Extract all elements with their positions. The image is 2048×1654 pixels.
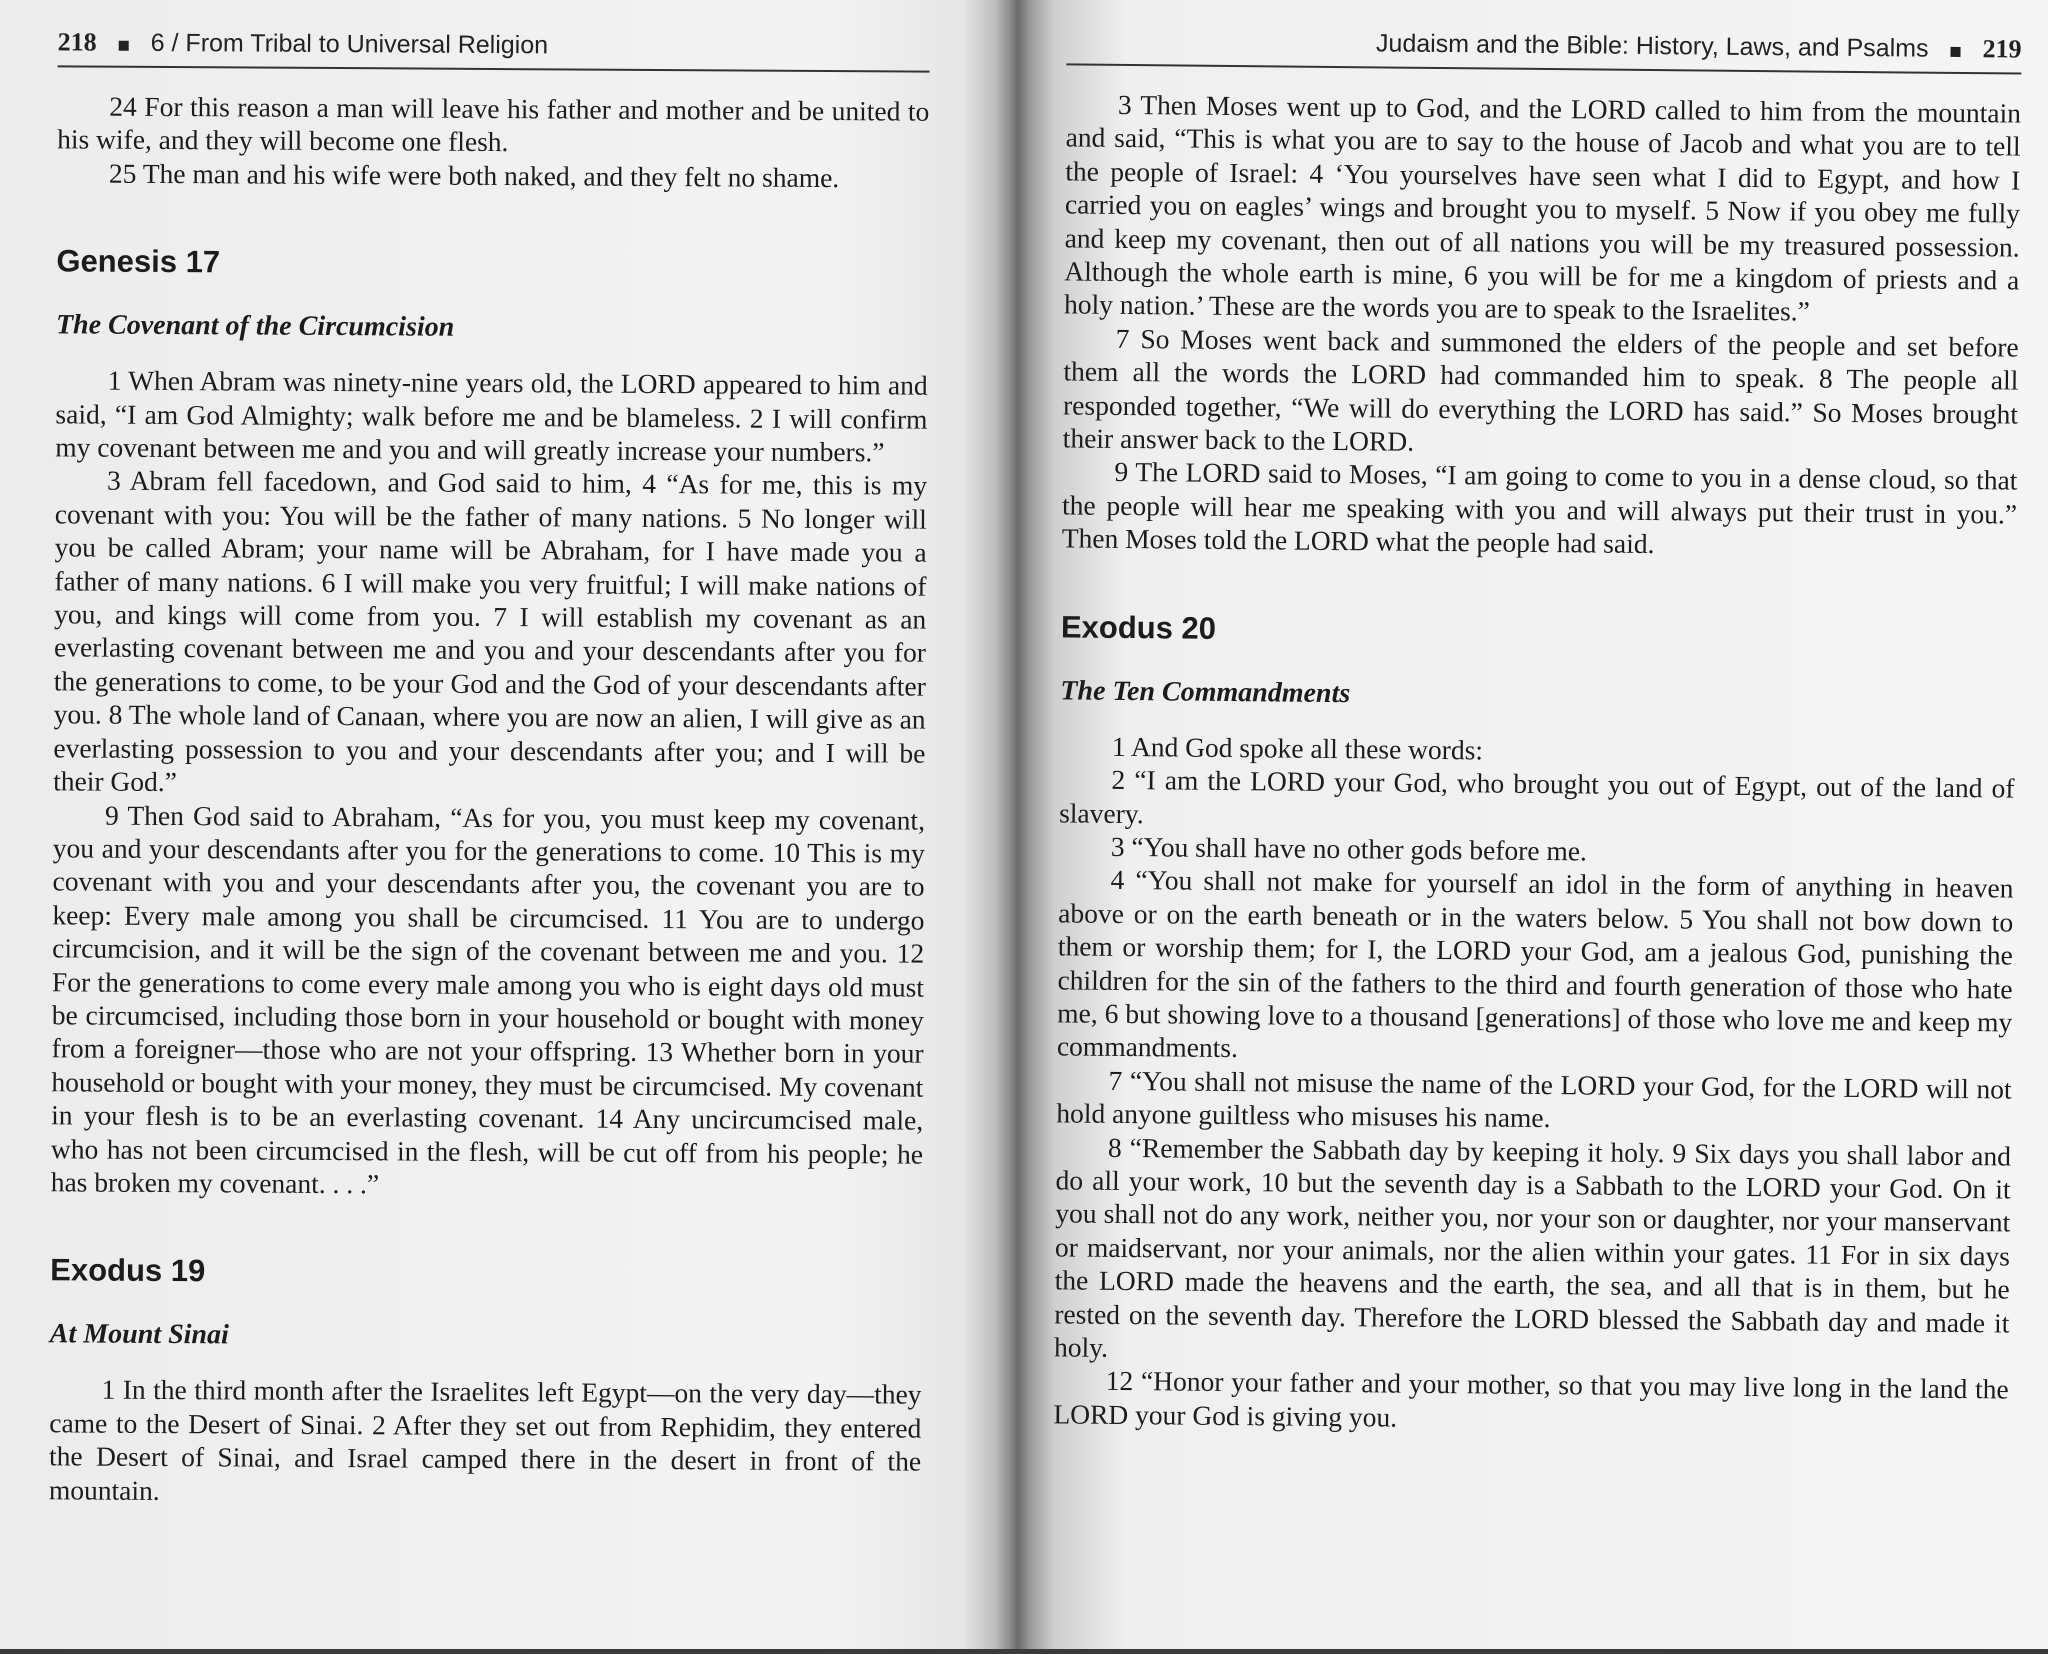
chapter-heading-exodus-20: Exodus 20 <box>1060 609 1217 646</box>
verse-paragraph: 9 The LORD said to Moses, “I am going to come to you in a dense cloud, so that the people will hear me speaking with you and will always put their trust in you.” Then Moses told the LORD what the people had said. <box>1061 456 2018 560</box>
section-heading-covenant: The Covenant of the Circumcision <box>55 309 455 343</box>
section-heading-ten-commandments: The Ten Commandments <box>1060 675 1351 709</box>
square-bullet-icon <box>119 41 129 51</box>
section-heading-mount-sinai: At Mount Sinai <box>49 1318 229 1351</box>
verse-paragraph: 24 For this reason a man will leave his father and mother and be united to his wife, and they will become one flesh. <box>57 90 930 158</box>
verse-paragraph: 7 So Moses went back and summoned the elders of the people and set before them all the words the LORD had commanded him to speak. 8 The people all responded together, “We will do everything the LORD has said.” So Moses brought their answer back to the LORD. <box>1062 322 2019 457</box>
verse-paragraph: 8 “Remember the Sabbath day by keeping it holy. 9 Six days you shall labor and do all your work, 10 but the seventh day is a Sabbath to the LORD your God. On it you shall not do any work, neither you, nor your son or daughter, nor your manservant or maidservant, nor your animals, nor the alien within your gates. 11 For in six days the LORD made the heavens and the earth, the sea, and all that is in them, but he rested on the seventh day. Therefore the LORD blessed the Sabbath day and made it holy. <box>1053 1131 2012 1363</box>
running-head-title-left: 6 / From Tribal to Universal Religion <box>150 28 549 60</box>
square-bullet-icon <box>1950 47 1960 57</box>
right-running-head <box>1066 25 2021 74</box>
verse-paragraph: 1 When Abram was ninety-nine years old, the LORD appeared to him and said, “I am God Almighty; walk before me and be blameless. 2 I will confirm my covenant between me and you and will greatly increase your numbers.” <box>55 364 928 468</box>
verse-paragraph: 3 Abram fell facedown, and God said to him, 4 “As for me, this is my covenant with you: You will be the father of many nations. 5 No longer will you be called Abram; your name will be Abraham, for I have made you a father of many nations. 6 I will make you very fruitful; I will make nations of you, and kings will come from you. 7 I will establish my covenant as an everlasting covenant between me and you and your descendants after you for the generations to come, to be your God and the God of your descendants after you. 8 The whole land of Canaan, where you are now an alien, I will give as an everlasting possession to you and your descendants after you; and I will be their God.” <box>53 465 928 798</box>
page-number-right: 219 <box>1982 34 2022 64</box>
verse-paragraph: 25 The man and his wife were both naked, and they felt no shame. <box>108 157 840 193</box>
chapter-heading-genesis-17: Genesis 17 <box>56 243 221 280</box>
running-head-title-right: Judaism and the Bible: History, Laws, and Psalms <box>1375 29 1929 63</box>
verse-paragraph: 1 And God spoke all these words: <box>1111 730 1484 766</box>
left-running-head <box>58 27 930 72</box>
verse-paragraph: 9 Then God said to Abraham, “As for you, you must keep my covenant, you and your descendants after you for the generations to come. 10 This is my covenant with you and your descendants after you, the covenant you are to keep: Every male among you shall be circumcised. 11 You are to undergo circumcision, and it will be the sign of the covenant between me and you. 12 For the generations to come every male among you who is eight days old must be circumcised, including those born in your household or bought with money from a foreigner—those who are not your offspring. 13 Whether born in your household or bought with your money, they must be circumcised. My covenant in your flesh is to be an everlasting covenant. 14 Any uncircumcised male, who has not been circumcised in the flesh, will be cut off from his people; he has broken my covenant. . . .” <box>50 799 926 1200</box>
chapter-heading-exodus-19: Exodus 19 <box>50 1252 206 1289</box>
verse-paragraph: 3 Then Moses went up to God, and the LORD called to him from the mountain and said, “This is what you are to say to the house of Jacob and what you are to tell the people of Israel: 4 ‘You yourselves have seen what I did to Egypt, and how I carried you on eagles’ wings and brought you to myself. 5 Now if you obey me fully and keep my covenant, then out of all nations you will be my treasured possession. Although the whole earth is mine, 6 you will be for me a kingdom of priests and a holy nation.’ These are the words you are to speak to the Israelites.” <box>1063 88 2022 327</box>
verse-paragraph: 1 In the third month after the Israelites left Egypt—on the very day—they came to the Desert of Sinai. 2 After they set out from Rephidim, they entered the Desert of Sinai, and Israel camped there in the desert in front of the mountain. <box>48 1373 922 1506</box>
verse-paragraph: 3 “You shall have no other gods before me. <box>1110 830 1588 867</box>
verse-paragraph: 7 “You shall not misuse the name of the LORD your God, for the LORD will not hold anyone guiltless who misuses his name. <box>1056 1064 2012 1134</box>
verse-paragraph: 4 “You shall not make for yourself an idol in the form of anything in heaven above or on the earth beneath or in the waters below. 5 You shall not bow down to them or worship them; for I, the LORD your God, am a jealous God, punishing the children for the sin of the fathers to the third and fourth generation of those who hate me, 6 but showing love to a thousand [generations] of those who love me and keep my commandments. <box>1056 864 2014 1064</box>
right-page <box>1029 0 2048 1654</box>
verse-paragraph: 12 “Honor your father and your mother, so that you may live long in the land the LORD your God is giving you. <box>1053 1365 2009 1433</box>
verse-paragraph: 2 “I am the LORD your God, who brought you out of Egypt, out of the land of slavery. <box>1059 763 2015 829</box>
page-number-left: 218 <box>57 27 97 57</box>
left-page <box>0 0 990 1652</box>
